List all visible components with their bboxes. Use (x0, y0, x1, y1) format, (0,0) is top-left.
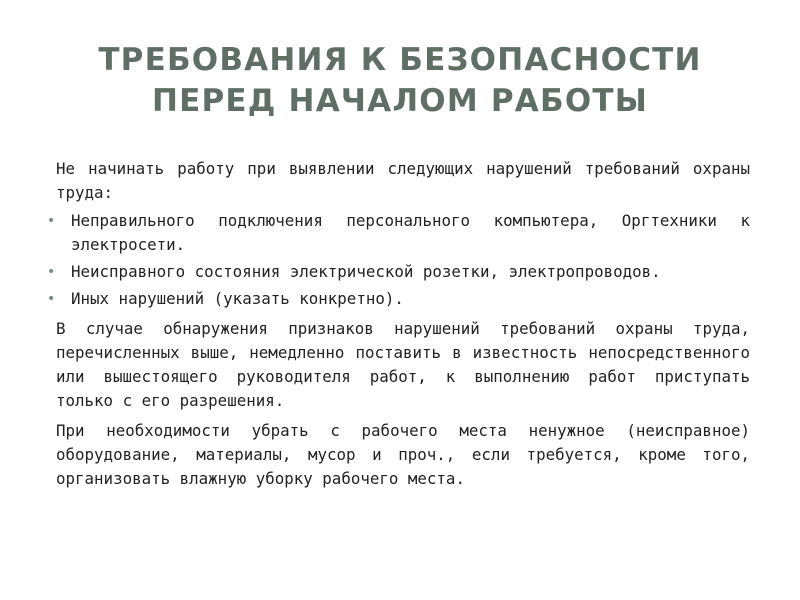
bullet-icon: • (47, 264, 56, 280)
list-item-text: Иных нарушений (указать конкретно). (71, 289, 404, 308)
list-item-text: Неисправного состояния электрической розетки, электропроводов. (71, 262, 661, 281)
violations-list (47, 209, 750, 311)
cleanup-paragraph: При необходимости убрать с рабочего места ненужное (неисправное) оборудование, материалы, мусор и проч., если требуется, кроме того, организовать влажную уборку рабочего места. (56, 421, 750, 488)
slide-body (47, 157, 750, 491)
list-item (47, 287, 750, 311)
list-item (47, 260, 750, 284)
intro-paragraph: Не начинать работу при выявлении следующих нарушений требований охраны труда: (56, 159, 750, 202)
bullet-icon: • (47, 291, 56, 307)
notify-supervisor-paragraph: В случае обнаружения признаков нарушений требований охраны труда, перечисленных выше, немедленно поставить в известность непосредственного или вышестоящего руководителя работ, к выполнению работ приступать только с его разрешения. (56, 319, 750, 410)
bullet-icon: • (47, 213, 56, 229)
slide-title-line-2: ПЕРЕД НАЧАЛОМ РАБОТЫ (151, 83, 649, 119)
list-item (47, 209, 750, 257)
slide-title-line-1: ТРЕБОВАНИЯ К БЕЗОПАСНОСТИ (98, 42, 702, 78)
slide-title (0, 40, 800, 122)
list-item-text: Неправильного подключения персонального компьютера, Оргтехники к электросети. (71, 211, 750, 254)
